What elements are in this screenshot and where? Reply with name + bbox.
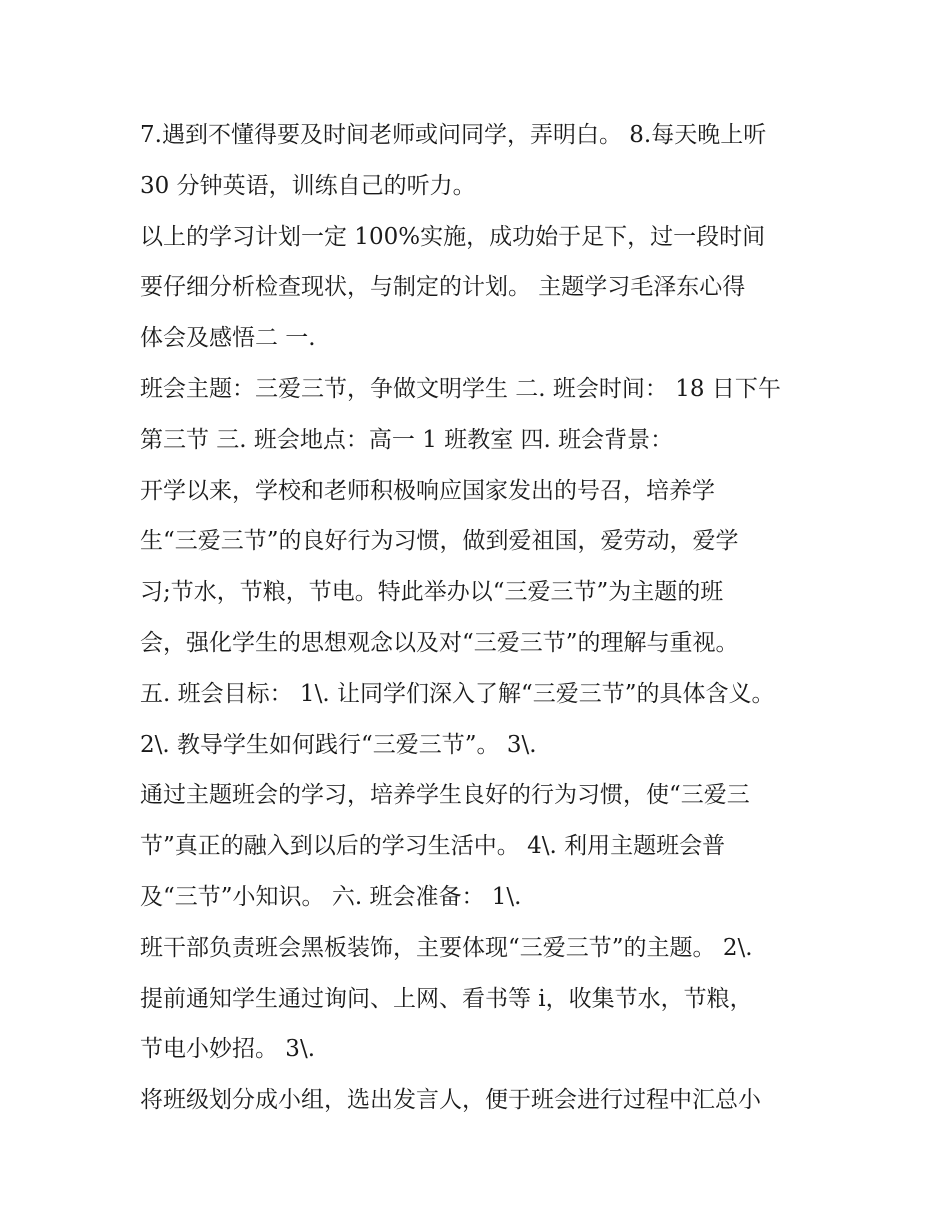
text-line: 及“三节”小知识。 六. 班会准备： 1\. <box>140 883 522 910</box>
text-line: 要仔细分析检查现状，与制定的计划。 主题学习毛泽东心得 <box>140 274 746 301</box>
text-line: 习;节水，节粮，节电。特此举办以“三爱三节”为主题的班 <box>140 579 724 606</box>
text-line: 以上的学习计划一定 100%实施，成功始于足下，过一段时间 <box>140 223 766 250</box>
text-line: 2\. 教导学生如何践行“三爱三节”。 3\. <box>140 731 537 758</box>
text-line: 通过主题班会的学习，培养学生良好的行为习惯，使“三爱三 <box>140 782 750 809</box>
text-line: 班会主题：三爱三节，争做文明学生 二. 班会时间： 18 日下午 <box>140 375 781 402</box>
text-line: 30 分钟英语，训练自己的听力。 <box>140 172 476 199</box>
text-line: 生“三爱三节”的良好行为习惯，做到爱祖国，爱劳动，爱学 <box>140 528 739 555</box>
body-text <box>140 110 830 1126</box>
text-line: 节电小妙招。 3\. <box>140 1036 316 1063</box>
text-line: 提前通知学生通过询问、上网、看书等 i，收集节水，节粮， <box>140 985 753 1012</box>
text-line: 7.遇到不懂得要及时间老师或问同学，弄明白。 8.每天晚上听 <box>140 122 767 148</box>
text-line: 将班级划分成小组，选出发言人，便于班会进行过程中汇总小 <box>140 1087 761 1114</box>
text-line: 节”真正的融入到以后的学习生活中。 4\. 利用主题班会普 <box>140 833 726 860</box>
text-line: 班干部负责班会黑板装饰，主要体现“三爱三节”的主题。 2\. <box>140 934 753 961</box>
text-line: 体会及感悟二 一. <box>140 325 316 352</box>
text-line: 会，强化学生的思想观念以及对“三爱三节”的理解与重视。 <box>140 629 739 656</box>
text-line: 五. 班会目标： 1\. 让同学们深入了解“三爱三节”的具体含义。 <box>140 680 775 707</box>
text-line: 第三节 三. 班会地点：高一 1 班教室 四. 班会背景： <box>140 426 674 453</box>
text-line: 开学以来，学校和老师积极响应国家发出的号召，培养学 <box>140 477 715 504</box>
